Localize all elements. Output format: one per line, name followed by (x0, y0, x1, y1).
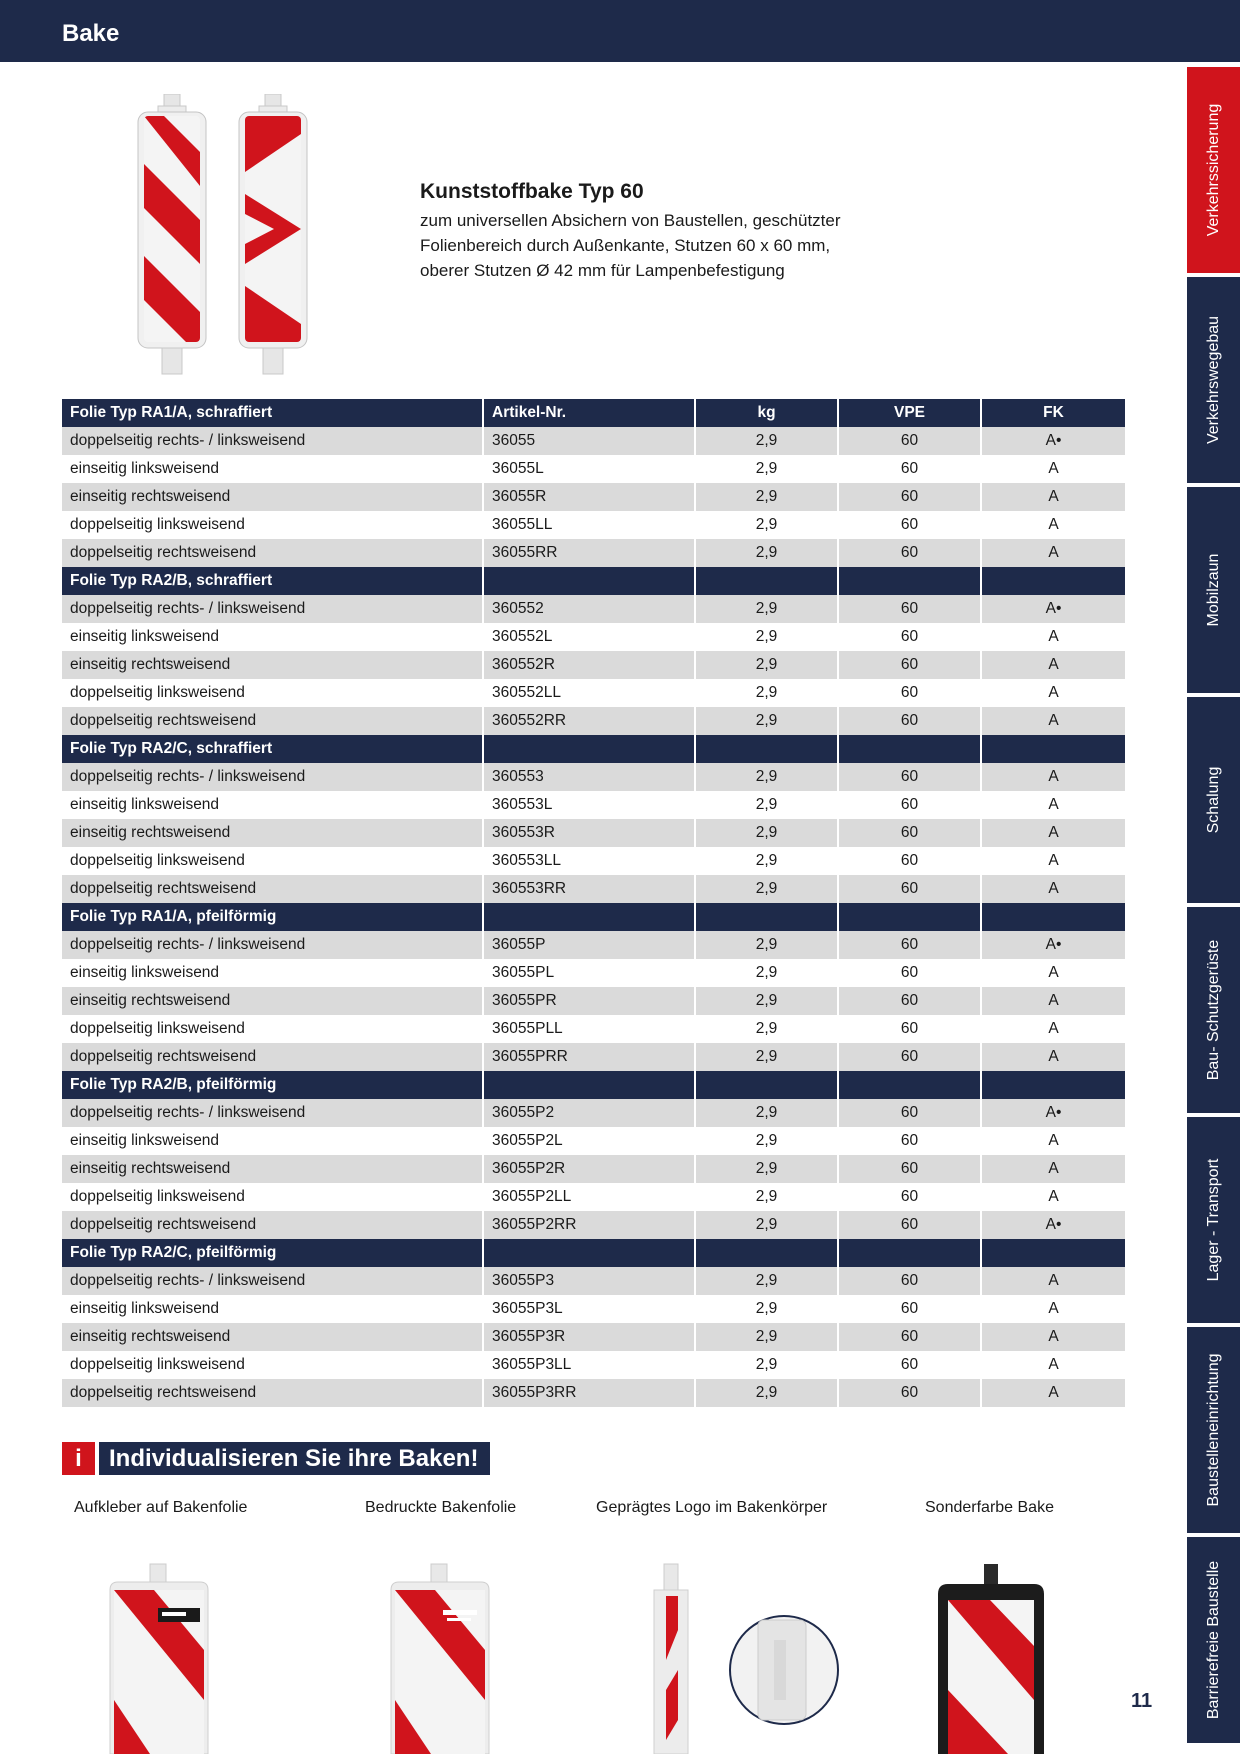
weight-cell: 2,9 (695, 707, 838, 735)
group-header-cell (981, 903, 1125, 931)
table-row (62, 539, 1125, 567)
packaging-unit-cell: 60 (838, 623, 981, 651)
group-header-cell (838, 1071, 981, 1099)
variant-cell: doppelseitig rechts- / linksweisend (62, 427, 483, 455)
weight-cell: 2,9 (695, 875, 838, 903)
fk-cell: A (981, 651, 1125, 679)
weight-cell: 2,9 (695, 847, 838, 875)
fk-cell: A• (981, 427, 1125, 455)
article-number-cell: 360552LL (483, 679, 695, 707)
side-tab-verkehrssicherung[interactable] (1187, 67, 1240, 273)
variant-cell: doppelseitig linksweisend (62, 1351, 483, 1379)
packaging-unit-cell: 60 (838, 455, 981, 483)
info-icon: i (62, 1442, 95, 1475)
table-row (62, 679, 1125, 707)
packaging-unit-cell: 60 (838, 847, 981, 875)
variant-cell: doppelseitig rechtsweisend (62, 539, 483, 567)
group-header-cell (483, 903, 695, 931)
article-number-cell: 36055P3LL (483, 1351, 695, 1379)
fk-cell: A• (981, 1211, 1125, 1239)
group-title: Folie Typ RA1/A, pfeilförmig (62, 903, 483, 931)
group-title: Folie Typ RA1/A, schraffiert (62, 399, 483, 427)
column-header: FK (981, 399, 1125, 427)
packaging-unit-cell: 60 (838, 1155, 981, 1183)
product-description (420, 208, 920, 283)
packaging-unit-cell: 60 (838, 1351, 981, 1379)
article-number-cell: 360552L (483, 623, 695, 651)
weight-cell: 2,9 (695, 1183, 838, 1211)
fk-cell: A (981, 819, 1125, 847)
article-number-cell: 36055PLL (483, 1015, 695, 1043)
group-header-cell (483, 1071, 695, 1099)
article-number-cell: 36055LL (483, 511, 695, 539)
fk-cell: A (981, 539, 1125, 567)
fk-cell: A• (981, 1099, 1125, 1127)
side-tab-nav (1187, 67, 1240, 1747)
packaging-unit-cell: 60 (838, 483, 981, 511)
weight-cell: 2,9 (695, 455, 838, 483)
weight-cell: 2,9 (695, 651, 838, 679)
variant-cell: einseitig linksweisend (62, 1127, 483, 1155)
table-row (62, 455, 1125, 483)
fk-cell: A (981, 511, 1125, 539)
article-number-cell: 36055P3R (483, 1323, 695, 1351)
article-number-cell: 36055P (483, 931, 695, 959)
article-number-cell: 36055P3L (483, 1295, 695, 1323)
packaging-unit-cell: 60 (838, 511, 981, 539)
variant-cell: doppelseitig rechtsweisend (62, 1211, 483, 1239)
weight-cell: 2,9 (695, 623, 838, 651)
fk-cell: A (981, 623, 1125, 651)
group-header-cell (838, 1239, 981, 1267)
variant-label-sticker: Aufkleber auf Bakenfolie (74, 1499, 248, 1516)
article-number-cell: 360553 (483, 763, 695, 791)
side-tab-bau-schutzgerueste[interactable] (1187, 907, 1240, 1113)
table-row (62, 1267, 1125, 1295)
header-bar (0, 0, 1240, 62)
table-row (62, 595, 1125, 623)
article-number-cell: 36055PL (483, 959, 695, 987)
packaging-unit-cell: 60 (838, 1295, 981, 1323)
table-row (62, 1155, 1125, 1183)
variant-cell: doppelseitig rechtsweisend (62, 1043, 483, 1071)
variant-cell: einseitig linksweisend (62, 455, 483, 483)
packaging-unit-cell: 60 (838, 1379, 981, 1407)
fk-cell: A (981, 1295, 1125, 1323)
variant-cell: einseitig rechtsweisend (62, 483, 483, 511)
article-number-cell: 36055P3RR (483, 1379, 695, 1407)
group-header-row (62, 567, 1125, 595)
variant-cell: doppelseitig linksweisend (62, 1183, 483, 1211)
group-header-row (62, 399, 1125, 427)
variant-cell: einseitig rechtsweisend (62, 651, 483, 679)
packaging-unit-cell: 60 (838, 819, 981, 847)
variant-cell: doppelseitig rechtsweisend (62, 707, 483, 735)
fk-cell: A (981, 707, 1125, 735)
variant-cell: doppelseitig linksweisend (62, 1015, 483, 1043)
packaging-unit-cell: 60 (838, 1323, 981, 1351)
description-line: zum universellen Absichern von Baustellen, geschützter (420, 211, 841, 230)
packaging-unit-cell: 60 (838, 1043, 981, 1071)
packaging-unit-cell: 60 (838, 679, 981, 707)
weight-cell: 2,9 (695, 763, 838, 791)
weight-cell: 2,9 (695, 1127, 838, 1155)
table-row (62, 791, 1125, 819)
variant-cell: einseitig rechtsweisend (62, 1323, 483, 1351)
article-number-cell: 36055P2LL (483, 1183, 695, 1211)
side-tab-baustelleneinrichtung[interactable] (1187, 1327, 1240, 1533)
fk-cell: A (981, 791, 1125, 819)
beacon-product-image (134, 94, 324, 376)
article-number-cell: 360553L (483, 791, 695, 819)
article-number-cell: 360553R (483, 819, 695, 847)
packaging-unit-cell: 60 (838, 791, 981, 819)
fk-cell: A (981, 1015, 1125, 1043)
group-header-cell (695, 1239, 838, 1267)
weight-cell: 2,9 (695, 931, 838, 959)
table-row (62, 763, 1125, 791)
description-line: oberer Stutzen Ø 42 mm für Lampenbefestigung (420, 261, 785, 280)
weight-cell: 2,9 (695, 483, 838, 511)
fk-cell: A (981, 1323, 1125, 1351)
variant-cell: einseitig rechtsweisend (62, 819, 483, 847)
group-header-cell (483, 567, 695, 595)
table-row (62, 427, 1125, 455)
group-header-cell (695, 735, 838, 763)
packaging-unit-cell: 60 (838, 1183, 981, 1211)
table-row (62, 1211, 1125, 1239)
article-number-cell: 36055PRR (483, 1043, 695, 1071)
side-tab-verkehrswegebau[interactable] (1187, 277, 1240, 483)
fk-cell: A (981, 679, 1125, 707)
fk-cell: A (981, 1155, 1125, 1183)
side-tab-label: Lager - Transport (1204, 1158, 1222, 1282)
weight-cell: 2,9 (695, 1043, 838, 1071)
fk-cell: A (981, 455, 1125, 483)
article-number-cell: 360552RR (483, 707, 695, 735)
article-number-cell: 360552R (483, 651, 695, 679)
table-row (62, 987, 1125, 1015)
weight-cell: 2,9 (695, 539, 838, 567)
weight-cell: 2,9 (695, 679, 838, 707)
group-header-cell (981, 1071, 1125, 1099)
variant-cell: doppelseitig rechts- / linksweisend (62, 1099, 483, 1127)
weight-cell: 2,9 (695, 1015, 838, 1043)
packaging-unit-cell: 60 (838, 427, 981, 455)
group-header-row (62, 1071, 1125, 1099)
weight-cell: 2,9 (695, 1351, 838, 1379)
article-number-cell: 36055R (483, 483, 695, 511)
fk-cell: A (981, 763, 1125, 791)
customize-banner (62, 1442, 490, 1475)
table-row (62, 1099, 1125, 1127)
variant-cell: doppelseitig linksweisend (62, 847, 483, 875)
side-tab-label: Verkehrssicherung (1204, 103, 1222, 237)
packaging-unit-cell: 60 (838, 1211, 981, 1239)
table-row (62, 1351, 1125, 1379)
variant-cell: doppelseitig linksweisend (62, 511, 483, 539)
table-row (62, 1379, 1125, 1407)
group-header-cell (695, 567, 838, 595)
weight-cell: 2,9 (695, 511, 838, 539)
article-number-cell: 360552 (483, 595, 695, 623)
variant-cell: doppelseitig rechts- / linksweisend (62, 595, 483, 623)
table-row (62, 819, 1125, 847)
article-number-cell: 36055P2RR (483, 1211, 695, 1239)
packaging-unit-cell: 60 (838, 931, 981, 959)
packaging-unit-cell: 60 (838, 959, 981, 987)
fk-cell: A (981, 1267, 1125, 1295)
packaging-unit-cell: 60 (838, 987, 981, 1015)
group-header-cell (838, 567, 981, 595)
variant-cell: doppelseitig rechts- / linksweisend (62, 931, 483, 959)
fk-cell: A (981, 1043, 1125, 1071)
variant-cell: einseitig rechtsweisend (62, 1155, 483, 1183)
variant-cell: doppelseitig rechts- / linksweisend (62, 1267, 483, 1295)
packaging-unit-cell: 60 (838, 1127, 981, 1155)
table-row (62, 847, 1125, 875)
embossed-logo-image (640, 1560, 840, 1754)
weight-cell: 2,9 (695, 791, 838, 819)
variant-label-printed: Bedruckte Bakenfolie (365, 1499, 517, 1516)
group-header-cell (695, 1071, 838, 1099)
table-row (62, 707, 1125, 735)
fk-cell: A (981, 1183, 1125, 1211)
group-header-cell (483, 735, 695, 763)
weight-cell: 2,9 (695, 1379, 838, 1407)
group-header-row (62, 735, 1125, 763)
side-tab-mobilzaun[interactable] (1187, 487, 1240, 693)
variant-label-embossed: Geprägtes Logo im Bakenkörper (596, 1499, 828, 1516)
weight-cell: 2,9 (695, 959, 838, 987)
weight-cell: 2,9 (695, 595, 838, 623)
article-number-cell: 36055P2 (483, 1099, 695, 1127)
article-number-cell: 360553LL (483, 847, 695, 875)
side-tab-lager-transport[interactable] (1187, 1117, 1240, 1323)
variant-cell: doppelseitig linksweisend (62, 679, 483, 707)
customize-title: Individualisieren Sie ihre Baken! (99, 1442, 490, 1475)
fk-cell: A (981, 1127, 1125, 1155)
variant-cell: einseitig linksweisend (62, 959, 483, 987)
packaging-unit-cell: 60 (838, 707, 981, 735)
variant-cell: einseitig linksweisend (62, 1295, 483, 1323)
group-header-cell (981, 1239, 1125, 1267)
article-number-cell: 360553RR (483, 875, 695, 903)
group-header-cell (838, 735, 981, 763)
table-row (62, 1323, 1125, 1351)
article-number-cell: 36055P2R (483, 1155, 695, 1183)
table-row (62, 511, 1125, 539)
weight-cell: 2,9 (695, 1295, 838, 1323)
fk-cell: A (981, 483, 1125, 511)
side-tab-label: Bau- Schutzgerüste (1204, 939, 1222, 1081)
fk-cell: A (981, 959, 1125, 987)
weight-cell: 2,9 (695, 1155, 838, 1183)
weight-cell: 2,9 (695, 819, 838, 847)
table-row (62, 875, 1125, 903)
side-tab-label: Mobilzaun (1204, 553, 1222, 627)
spec-table (62, 399, 1125, 1407)
fk-cell: A (981, 847, 1125, 875)
variant-cell: doppelseitig rechtsweisend (62, 1379, 483, 1407)
weight-cell: 2,9 (695, 1267, 838, 1295)
table-row (62, 1015, 1125, 1043)
article-number-cell: 36055PR (483, 987, 695, 1015)
page-title: Bake (62, 20, 120, 47)
column-header: VPE (838, 399, 981, 427)
sticker-beacon-image (104, 1560, 214, 1754)
group-header-cell (695, 903, 838, 931)
special-color-beacon-image (934, 1560, 1048, 1754)
packaging-unit-cell: 60 (838, 1015, 981, 1043)
variant-cell: doppelseitig rechts- / linksweisend (62, 763, 483, 791)
table-row (62, 931, 1125, 959)
article-number-cell: 36055 (483, 427, 695, 455)
fk-cell: A• (981, 931, 1125, 959)
description-line: Folienbereich durch Außenkante, Stutzen 60 x 60 mm, (420, 236, 831, 255)
weight-cell: 2,9 (695, 427, 838, 455)
article-number-cell: 36055L (483, 455, 695, 483)
product-title: Kunststoffbake Typ 60 (420, 180, 644, 203)
group-header-cell (981, 567, 1125, 595)
side-tab-barrierefreie-baustelle[interactable] (1187, 1537, 1240, 1743)
group-header-cell (838, 903, 981, 931)
group-header-row (62, 1239, 1125, 1267)
column-header: Artikel-Nr. (483, 399, 695, 427)
table-row (62, 1295, 1125, 1323)
weight-cell: 2,9 (695, 1323, 838, 1351)
page-number: 11 (1131, 1690, 1153, 1712)
table-row (62, 483, 1125, 511)
side-tab-label: Baustelleneinrichtung (1204, 1353, 1222, 1507)
group-title: Folie Typ RA2/C, schraffiert (62, 735, 483, 763)
variant-cell: einseitig linksweisend (62, 623, 483, 651)
fk-cell: A (981, 1379, 1125, 1407)
table-row (62, 959, 1125, 987)
group-header-cell (981, 735, 1125, 763)
packaging-unit-cell: 60 (838, 539, 981, 567)
packaging-unit-cell: 60 (838, 595, 981, 623)
packaging-unit-cell: 60 (838, 1267, 981, 1295)
table-row (62, 1043, 1125, 1071)
variant-cell: einseitig linksweisend (62, 791, 483, 819)
group-header-row (62, 903, 1125, 931)
article-number-cell: 36055P3 (483, 1267, 695, 1295)
packaging-unit-cell: 60 (838, 651, 981, 679)
weight-cell: 2,9 (695, 987, 838, 1015)
group-title: Folie Typ RA2/B, schraffiert (62, 567, 483, 595)
weight-cell: 2,9 (695, 1099, 838, 1127)
side-tab-label: Verkehrswegebau (1204, 315, 1222, 445)
side-tab-schalung[interactable] (1187, 697, 1240, 903)
side-tab-label: Barrierefreie Baustelle (1204, 1560, 1222, 1720)
product-intro (420, 180, 920, 283)
column-header: kg (695, 399, 838, 427)
weight-cell: 2,9 (695, 1211, 838, 1239)
packaging-unit-cell: 60 (838, 1099, 981, 1127)
variant-cell: doppelseitig rechtsweisend (62, 875, 483, 903)
packaging-unit-cell: 60 (838, 875, 981, 903)
side-tab-label: Schalung (1204, 766, 1222, 834)
variant-cell: einseitig rechtsweisend (62, 987, 483, 1015)
table-row (62, 1127, 1125, 1155)
article-number-cell: 36055P2L (483, 1127, 695, 1155)
group-title: Folie Typ RA2/C, pfeilförmig (62, 1239, 483, 1267)
group-header-cell (483, 1239, 695, 1267)
group-title: Folie Typ RA2/B, pfeilförmig (62, 1071, 483, 1099)
fk-cell: A (981, 875, 1125, 903)
fk-cell: A (981, 987, 1125, 1015)
article-number-cell: 36055RR (483, 539, 695, 567)
packaging-unit-cell: 60 (838, 763, 981, 791)
printed-beacon-image (385, 1560, 495, 1754)
fk-cell: A• (981, 595, 1125, 623)
fk-cell: A (981, 1351, 1125, 1379)
table-row (62, 1183, 1125, 1211)
table-row (62, 651, 1125, 679)
variant-label-special-color: Sonderfarbe Bake (925, 1499, 1054, 1516)
table-row (62, 623, 1125, 651)
